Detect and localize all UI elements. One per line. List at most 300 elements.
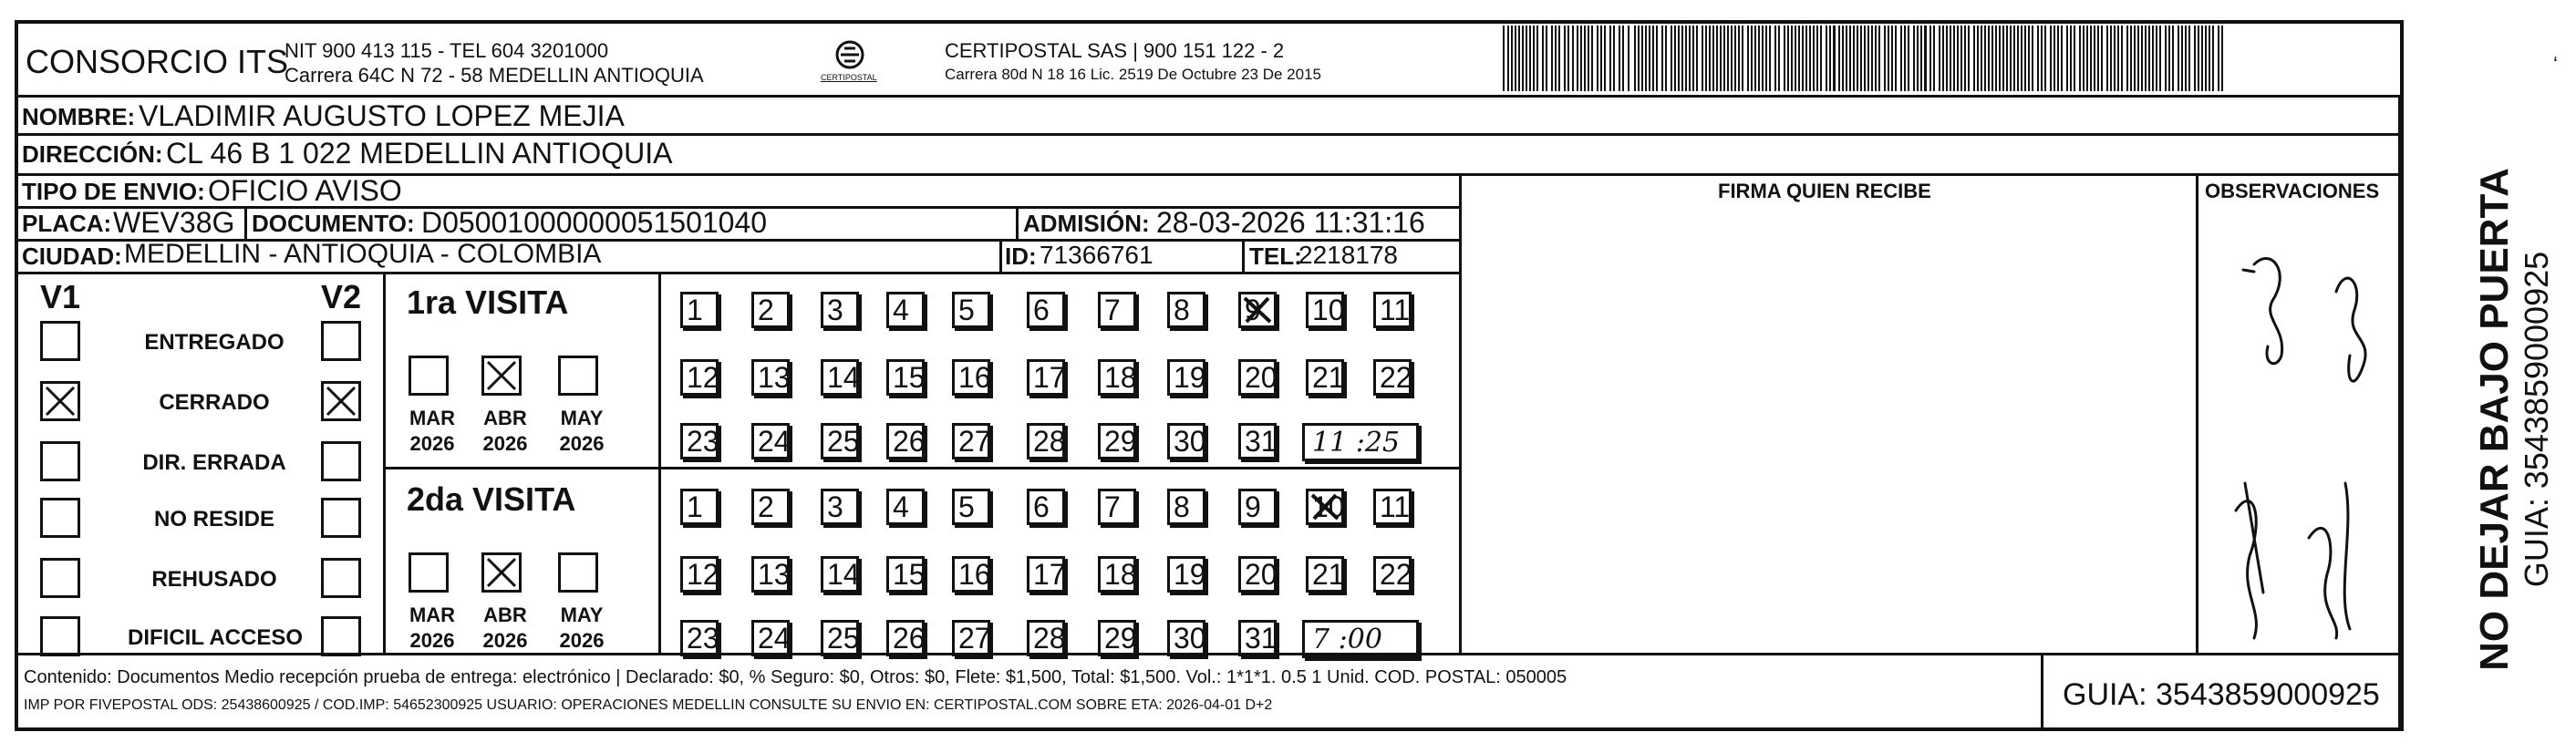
day-label: 24: [758, 425, 791, 458]
day-box[interactable]: [680, 423, 719, 459]
barcode-bar: [1689, 26, 1691, 91]
day-box[interactable]: [1027, 423, 1065, 459]
barcode-bar: [1518, 26, 1520, 91]
barcode-bar: [1591, 26, 1593, 91]
barcode-bar: [1742, 26, 1743, 91]
v1-checkbox[interactable]: [40, 616, 80, 656]
day-box[interactable]: [680, 359, 719, 396]
admision-label: ADMISIÓN:: [1023, 210, 1150, 237]
tipo-label: TIPO DE ENVIO:: [22, 178, 205, 205]
barcode-bar: [2194, 26, 2196, 91]
v2-checkbox[interactable]: [321, 558, 361, 598]
day-box[interactable]: [1167, 359, 1205, 396]
day-label: 23: [687, 425, 719, 458]
day-box[interactable]: [1238, 423, 1277, 459]
barcode-bar: [1857, 26, 1858, 91]
day-box[interactable]: [952, 489, 990, 525]
barcode-bar: [1645, 26, 1647, 91]
day-label: 18: [1104, 558, 1137, 591]
barcode-bar: [1860, 26, 1862, 91]
barcode-bar: [2114, 26, 2116, 91]
barcode-bar: [2044, 26, 2046, 91]
day-label: 27: [958, 425, 991, 458]
day-box[interactable]: [952, 620, 990, 656]
day-label: 20: [1245, 558, 1278, 591]
barcode-bar: [1924, 26, 1927, 91]
year-label: 2026: [409, 629, 455, 652]
barcode-bar: [1765, 26, 1767, 91]
month-checkbox[interactable]: [481, 552, 522, 593]
barcode-bar: [1957, 26, 1959, 91]
day-label: 28: [1033, 622, 1066, 655]
day-check-mark: [1309, 491, 1341, 522]
day-box[interactable]: [680, 556, 719, 593]
month-checkbox[interactable]: [409, 356, 449, 396]
documento-value: D05001000000051501040: [421, 206, 768, 239]
barcode-bar: [1638, 26, 1640, 91]
barcode-bar: [1960, 26, 1962, 91]
day-box[interactable]: [886, 292, 925, 328]
day-box[interactable]: [1306, 292, 1344, 328]
barcode-bar: [1888, 26, 1889, 91]
day-box[interactable]: [1098, 620, 1136, 656]
day-label: 30: [1174, 425, 1206, 458]
barcode-bar: [2188, 26, 2190, 91]
barcode-bar: [2057, 26, 2059, 91]
barcode-bar: [1705, 26, 1707, 91]
day-box[interactable]: [1027, 489, 1065, 525]
cell-divider: [1242, 239, 1245, 272]
barcode-bar: [1536, 26, 1538, 91]
day-label: 7: [1104, 490, 1121, 523]
barcode-bar: [1802, 26, 1804, 91]
certipostal-logo: [817, 38, 883, 89]
day-box[interactable]: [952, 423, 990, 459]
day-box[interactable]: [751, 620, 790, 656]
day-label: 23: [687, 622, 719, 655]
day-label: 21: [1312, 558, 1345, 591]
barcode-bar: [1572, 26, 1574, 91]
day-label: 17: [1033, 361, 1066, 394]
barcode-bar: [2198, 26, 2199, 91]
day-box[interactable]: [821, 423, 859, 459]
visit-title: 2da VISITA: [407, 480, 576, 518]
day-box[interactable]: [751, 489, 790, 525]
nit-line: NIT 900 413 115 - TEL 604 3201000: [284, 39, 609, 62]
day-label: 2: [758, 294, 774, 326]
barcode-bar: [1685, 26, 1687, 91]
direccion-label: DIRECCIÓN:: [22, 140, 163, 168]
barcode-bar: [1731, 26, 1733, 91]
barcode-bar: [1953, 26, 1955, 91]
barcode-bar: [2010, 26, 2012, 91]
barcode-bar: [1584, 26, 1586, 91]
barcode-bar: [1526, 26, 1527, 91]
barcode-bar: [1751, 26, 1753, 91]
cell-divider: [244, 206, 247, 239]
status-label: ENTREGADO: [144, 330, 284, 355]
day-label: 6: [1033, 294, 1050, 326]
v2-checkbox[interactable]: [321, 441, 361, 481]
obs-right-border: [2398, 95, 2401, 731]
barcode-bar: [1546, 26, 1547, 91]
barcode-bar: [2066, 26, 2068, 91]
barcode-bar: [2181, 26, 2183, 91]
time-box[interactable]: [1302, 423, 1419, 461]
day-box[interactable]: [886, 556, 925, 593]
year-label: 2026: [559, 629, 605, 652]
barcode-bar: [2101, 26, 2103, 91]
day-box[interactable]: [1027, 556, 1065, 593]
barcode-bar: [2041, 26, 2043, 91]
certipostal-line: CERTIPOSTAL SAS | 900 151 122 - 2: [945, 39, 1285, 62]
day-label: 1: [687, 490, 703, 523]
day-box[interactable]: [680, 292, 719, 328]
day-box[interactable]: [1098, 359, 1136, 396]
barcode-bar: [2126, 26, 2128, 91]
tipo-value: OFICIO AVISO: [208, 174, 402, 207]
day-label: 16: [958, 558, 991, 591]
barcode-bar: [1529, 26, 1531, 91]
v1-checkbox[interactable]: [40, 498, 80, 538]
id-value: 71366761: [1040, 241, 1154, 269]
footer-imp: IMP POR FIVEPOSTAL ODS: 25438600925 / COD.IMP: 54652300925 USUARIO: OPERACIONES MEDELLIN CONSULTE SU ENVIO EN: CERTIPOSTAL.COM SOBRE ETA: 2026-04-01 D+2: [24, 697, 1273, 713]
month-checkbox[interactable]: [409, 552, 449, 593]
barcode-bar: [2106, 26, 2108, 91]
barcode-bar: [1826, 26, 1827, 91]
barcode-bar: [1747, 26, 1749, 91]
obs-left-border: [2196, 173, 2198, 655]
day-box[interactable]: [1098, 489, 1136, 525]
company-name: CONSORCIO ITS: [26, 43, 289, 80]
day-box[interactable]: [1167, 620, 1205, 656]
month-label: ABR: [483, 407, 527, 429]
day-box[interactable]: [1027, 620, 1065, 656]
barcode-bar: [1871, 26, 1873, 91]
day-label: 14: [827, 558, 860, 591]
v2-checkbox[interactable]: [321, 498, 361, 538]
scan-mark: ʻ: [2553, 53, 2558, 76]
day-box[interactable]: [1238, 620, 1277, 656]
barcode-bar: [1908, 26, 1909, 91]
status-label: DIR. ERRADA: [142, 450, 286, 475]
day-label: 22: [1380, 558, 1412, 591]
footer-divider: [15, 653, 2404, 655]
day-box[interactable]: [1167, 292, 1205, 328]
day-label: 11: [1380, 490, 1411, 523]
barcode-bar: [2017, 26, 2019, 91]
day-label: 6: [1033, 490, 1050, 523]
barcode-bar: [2145, 26, 2147, 91]
day-box[interactable]: [1238, 359, 1277, 396]
barcode-bar: [1867, 26, 1869, 91]
barcode-bar: [1813, 26, 1815, 91]
v1-checkbox[interactable]: [40, 321, 80, 361]
barcode-bar: [1558, 26, 1560, 91]
day-box[interactable]: [821, 489, 859, 525]
barcode-bar: [1999, 26, 2001, 91]
barcode-bar: [1720, 26, 1722, 91]
month-checkbox[interactable]: [558, 552, 598, 593]
day-label: 29: [1104, 622, 1137, 655]
time-value: 11 :25: [1312, 427, 1400, 459]
day-box[interactable]: [952, 556, 990, 593]
barcode-bar: [1917, 26, 1919, 91]
day-box[interactable]: [1238, 292, 1277, 328]
barcode: [1501, 26, 2227, 91]
day-box[interactable]: [751, 359, 790, 396]
barcode-bar: [2218, 26, 2219, 91]
barcode-bar: [1619, 26, 1620, 91]
day-label: 10: [1312, 294, 1345, 326]
ciudad-value: MEDELLIN - ANTIOQUIA - COLOMBIA: [124, 239, 602, 269]
barcode-bar: [1692, 26, 1694, 91]
day-label: 2: [758, 490, 774, 523]
day-box[interactable]: [1238, 489, 1277, 525]
barcode-bar: [1665, 26, 1667, 91]
month-label: MAR: [409, 407, 456, 429]
barcode-bar: [1829, 26, 1831, 91]
day-box[interactable]: [886, 489, 925, 525]
barcode-bar: [2141, 26, 2143, 91]
barcode-bar: [2061, 26, 2063, 91]
barcode-bar: [1652, 26, 1654, 91]
barcode-bar: [1656, 26, 1658, 91]
barcode-bar: [1577, 26, 1578, 91]
v1-checkbox[interactable]: [40, 381, 80, 421]
barcode-bar: [1787, 26, 1789, 91]
barcode-bar: [1709, 26, 1711, 91]
v2-checkbox[interactable]: [321, 381, 361, 421]
v1-checkbox[interactable]: [40, 558, 80, 598]
v1-checkbox[interactable]: [40, 441, 80, 481]
barcode-bar: [2094, 26, 2095, 91]
day-box[interactable]: [1373, 556, 1412, 593]
tel-label: TEL:: [1249, 242, 1302, 270]
barcode-bar: [1842, 26, 1844, 91]
barcode-bar: [1784, 26, 1785, 91]
day-box[interactable]: [821, 292, 859, 328]
barcode-bar: [2117, 26, 2119, 91]
barcode-bar: [2110, 26, 2112, 91]
day-box[interactable]: [1027, 359, 1065, 396]
barcode-bar: [1622, 26, 1624, 91]
barcode-bar: [2121, 26, 2123, 91]
day-label: 8: [1174, 294, 1190, 326]
day-box[interactable]: [1306, 556, 1344, 593]
barcode-bar: [1981, 26, 1982, 91]
barcode-bar: [1791, 26, 1793, 91]
day-box[interactable]: [886, 359, 925, 396]
day-label: 5: [958, 294, 975, 326]
documento-label: DOCUMENTO:: [252, 210, 415, 237]
company-address: Carrera 64C N 72 - 58 MEDELLIN ANTIOQUIA: [284, 64, 704, 87]
day-label: 9: [1245, 490, 1261, 523]
barcode-bar: [1762, 26, 1764, 91]
no-dejar-bajo-puerta: NO DEJAR BAJO PUERTA: [2472, 168, 2517, 671]
day-label: 3: [827, 294, 843, 326]
day-label: 20: [1245, 361, 1278, 394]
placa-label: PLACA:: [22, 210, 112, 237]
barcode-bar: [1977, 26, 1979, 91]
placa-value: WEV38G: [113, 206, 235, 239]
day-label: 29: [1104, 425, 1137, 458]
barcode-bar: [1995, 26, 1997, 91]
visit-title: 1ra VISITA: [407, 284, 569, 321]
day-label: 13: [758, 558, 791, 591]
day-box[interactable]: [751, 423, 790, 459]
day-box[interactable]: [1373, 292, 1412, 328]
barcode-bar: [2024, 26, 2026, 91]
day-box[interactable]: [1238, 556, 1277, 593]
barcode-bar: [2083, 26, 2085, 91]
day-label: 4: [893, 490, 909, 523]
cell-divider: [1016, 206, 1019, 239]
barcode-bar: [1946, 26, 1948, 91]
barcode-bar: [1833, 26, 1836, 91]
day-label: 19: [1174, 558, 1206, 591]
day-box[interactable]: [680, 620, 719, 656]
month-checkbox[interactable]: [558, 356, 598, 396]
barcode-bar: [2156, 26, 2157, 91]
barcode-bar: [2212, 26, 2214, 91]
barcode-bar: [2097, 26, 2099, 91]
barcode-bar: [2130, 26, 2132, 91]
barcode-bar: [2013, 26, 2015, 91]
barcode-bar: [2221, 26, 2223, 91]
barcode-bar: [2032, 26, 2033, 91]
day-label: 26: [893, 622, 926, 655]
barcode-bar: [1555, 26, 1557, 91]
day-box[interactable]: [751, 556, 790, 593]
barcode-bar: [1723, 26, 1725, 91]
barcode-bar: [1884, 26, 1886, 91]
barcode-bar: [1900, 26, 1902, 91]
row-divider: [15, 133, 2404, 136]
status-label: DIFICIL ACCESO: [128, 625, 304, 650]
id-label: ID:: [1005, 242, 1037, 270]
day-box[interactable]: [952, 359, 990, 396]
day-box[interactable]: [821, 556, 859, 593]
month-label: MAR: [409, 603, 456, 626]
barcode-bar: [1816, 26, 1818, 91]
barcode-bar: [1702, 26, 1703, 91]
day-box[interactable]: [751, 292, 790, 328]
observaciones-header: OBSERVACIONES: [2205, 180, 2380, 202]
barcode-bar: [2021, 26, 2023, 91]
barcode-bar: [1588, 26, 1589, 91]
day-box[interactable]: [1373, 489, 1412, 525]
barcode-bar: [2165, 26, 2167, 91]
day-label: 10: [1312, 490, 1345, 523]
day-label: 17: [1033, 558, 1066, 591]
footer-contenido: Contenido: Documentos Medio recepción prueba de entrega: electrónico | Declarado: $0, % Seguro: $0, Otros: $0, Flete: $1,500, Total: $1,500. Vol.: 1*1*1. 0.5 1 Unid. COD. POSTAL: 050005: [24, 667, 1567, 687]
v2-checkbox[interactable]: [321, 616, 361, 656]
barcode-bar: [2002, 26, 2004, 91]
day-box[interactable]: [1098, 292, 1136, 328]
day-label: 16: [958, 361, 991, 394]
barcode-bar: [1734, 26, 1736, 91]
day-label: 11: [1380, 294, 1411, 326]
barcode-bar: [1681, 26, 1683, 91]
day-box[interactable]: [1167, 423, 1205, 459]
day-box[interactable]: [1167, 556, 1205, 593]
day-label: 25: [827, 622, 860, 655]
month-checkbox[interactable]: [481, 356, 522, 396]
month-label: MAY: [560, 407, 604, 429]
day-box[interactable]: [886, 423, 925, 459]
logo-text: CERTIPOSTAL: [821, 73, 877, 82]
barcode-bar: [1712, 26, 1714, 91]
footer-guia-divider: [2041, 653, 2043, 731]
day-box[interactable]: [1098, 556, 1136, 593]
v2-checkbox[interactable]: [321, 321, 361, 361]
barcode-bar: [2209, 26, 2210, 91]
day-box[interactable]: [952, 292, 990, 328]
barcode-bar: [1864, 26, 1866, 91]
barcode-bar: [1511, 26, 1513, 91]
barcode-bar: [1613, 26, 1615, 91]
barcode-bar: [2050, 26, 2052, 91]
barcode-bar: [2148, 26, 2150, 91]
day-box[interactable]: [1167, 489, 1205, 525]
barcode-bar: [1988, 26, 1990, 91]
barcode-bar: [1973, 26, 1975, 91]
barcode-bar: [2037, 26, 2039, 91]
barcode-bar: [1727, 26, 1729, 91]
day-box[interactable]: [886, 620, 925, 656]
day-box[interactable]: [1027, 292, 1065, 328]
day-box[interactable]: [1098, 423, 1136, 459]
barcode-bar: [1564, 26, 1566, 91]
day-label: 13: [758, 361, 791, 394]
barcode-bar: [1853, 26, 1855, 91]
day-box[interactable]: [821, 359, 859, 396]
day-label: 19: [1174, 361, 1206, 394]
barcode-bar: [1950, 26, 1951, 91]
barcode-bar: [1515, 26, 1516, 91]
day-label: 12: [687, 361, 719, 394]
day-box[interactable]: [1306, 359, 1344, 396]
day-label: 8: [1174, 490, 1190, 523]
barcode-bar: [1754, 26, 1756, 91]
barcode-bar: [1778, 26, 1780, 91]
barcode-bar: [1820, 26, 1822, 91]
day-box[interactable]: [1306, 489, 1344, 525]
barcode-bar: [2168, 26, 2170, 91]
barcode-bar: [1891, 26, 1893, 91]
day-label: 18: [1104, 361, 1137, 394]
day-label: 5: [958, 490, 975, 523]
barcode-bar: [2090, 26, 2092, 91]
day-box[interactable]: [821, 620, 859, 656]
barcode-bar: [2152, 26, 2154, 91]
barcode-bar: [1939, 26, 1940, 91]
barcode-bar: [1661, 26, 1663, 91]
direccion-value: CL 46 B 1 022 MEDELLIN ANTIOQUIA: [166, 137, 673, 170]
barcode-bar: [1551, 26, 1553, 91]
barcode-bar: [2185, 26, 2187, 91]
day-label: 31: [1245, 425, 1278, 458]
barcode-bar: [2054, 26, 2055, 91]
day-box[interactable]: [1373, 359, 1412, 396]
day-box[interactable]: [680, 489, 719, 525]
barcode-bar: [1769, 26, 1771, 91]
nombre-value: VLADIMIR AUGUSTO LOPEZ MEJIA: [139, 99, 625, 132]
barcode-bar: [1649, 26, 1650, 91]
day-label: 28: [1033, 425, 1066, 458]
barcode-bar: [1522, 26, 1524, 91]
